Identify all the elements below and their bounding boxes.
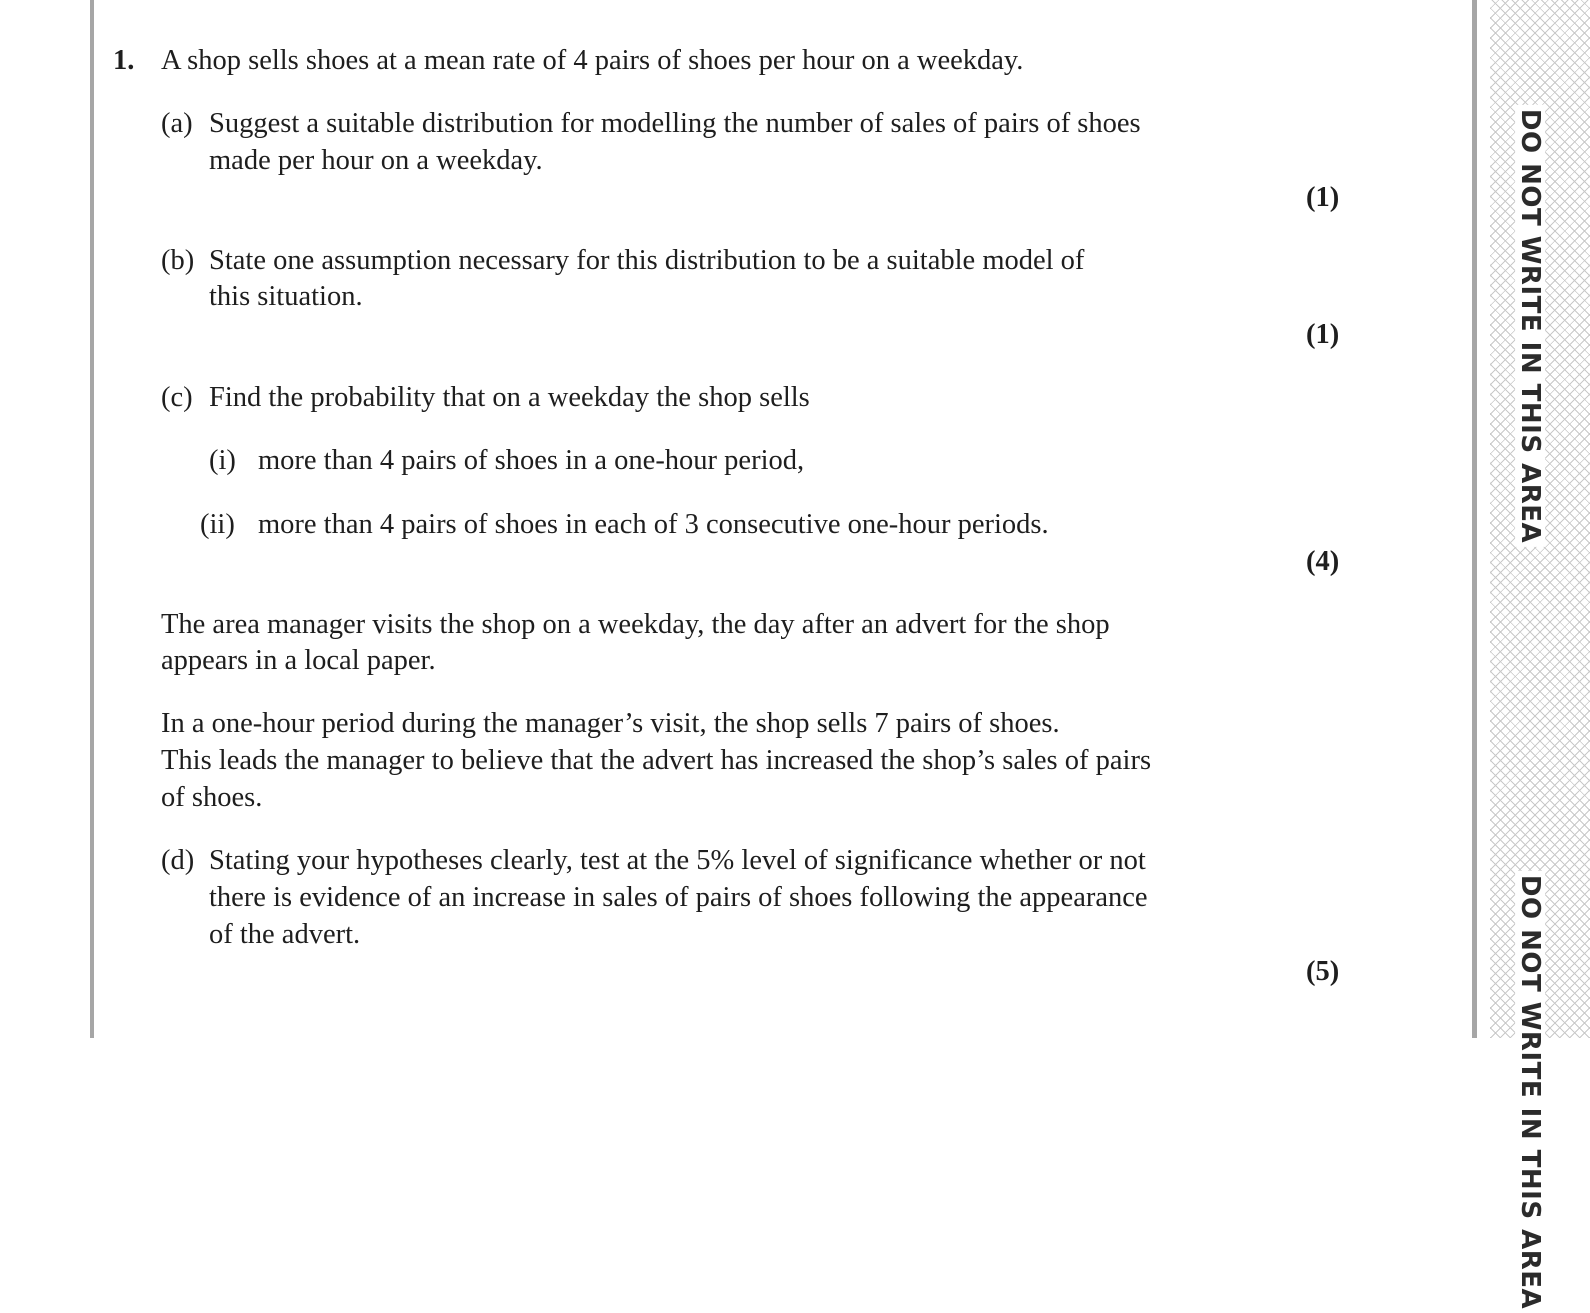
margin-warning-top-text: DO NOT WRITE IN THIS AREA	[1515, 105, 1545, 547]
part-c-label: (c)	[161, 382, 193, 413]
part-d-line3: of the advert.	[209, 919, 361, 950]
left-border	[90, 0, 94, 1038]
context-paragraph-1-line1: The area manager visits the shop on a weekday, the day after an advert for the shop	[161, 609, 1110, 640]
part-a-line2: made per hour on a weekday.	[209, 145, 543, 176]
part-a-label: (a)	[161, 108, 193, 139]
part-d-marks: (5)	[1306, 956, 1340, 987]
question-stem: A shop sells shoes at a mean rate of 4 pairs of shoes per hour on a weekday.	[161, 45, 1024, 76]
right-border	[1472, 0, 1477, 1038]
part-b-line1: State one assumption necessary for this distribution to be a suitable model of	[209, 245, 1085, 276]
part-c-i-label: (i)	[209, 445, 236, 476]
part-d-line2: there is evidence of an increase in sales of pairs of shoes following the appearance	[209, 882, 1148, 913]
part-b-marks: (1)	[1306, 319, 1340, 350]
part-d-line1: Stating your hypotheses clearly, test at the 5% level of significance whether or not	[209, 845, 1146, 876]
context-paragraph-1-line2: appears in a local paper.	[161, 645, 436, 676]
part-c-i-text: more than 4 pairs of shoes in a one-hour period,	[258, 445, 805, 476]
part-a-marks: (1)	[1306, 182, 1340, 213]
part-d-label: (d)	[161, 845, 195, 876]
part-c-line1: Find the probability that on a weekday the shop sells	[209, 382, 810, 413]
question-number: 1.	[113, 45, 135, 76]
context-paragraph-2-line3: of shoes.	[161, 782, 263, 813]
part-c-ii-text: more than 4 pairs of shoes in each of 3 consecutive one-hour periods.	[258, 509, 1049, 540]
margin-warning-bottom-text: DO NOT WRITE IN THIS AREA	[1515, 871, 1545, 1313]
part-a-line1: Suggest a suitable distribution for modelling the number of sales of pairs of shoes	[209, 108, 1141, 139]
context-paragraph-2-line1: In a one-hour period during the manager’s visit, the shop sells 7 pairs of shoes.	[161, 708, 1060, 739]
context-paragraph-2-line2: This leads the manager to believe that the advert has increased the shop’s sales of pairs	[161, 745, 1152, 776]
part-b-label: (b)	[161, 245, 195, 276]
part-b-line2: this situation.	[209, 281, 363, 312]
part-c-ii-label: (ii)	[200, 509, 235, 540]
part-c-marks: (4)	[1306, 546, 1340, 577]
